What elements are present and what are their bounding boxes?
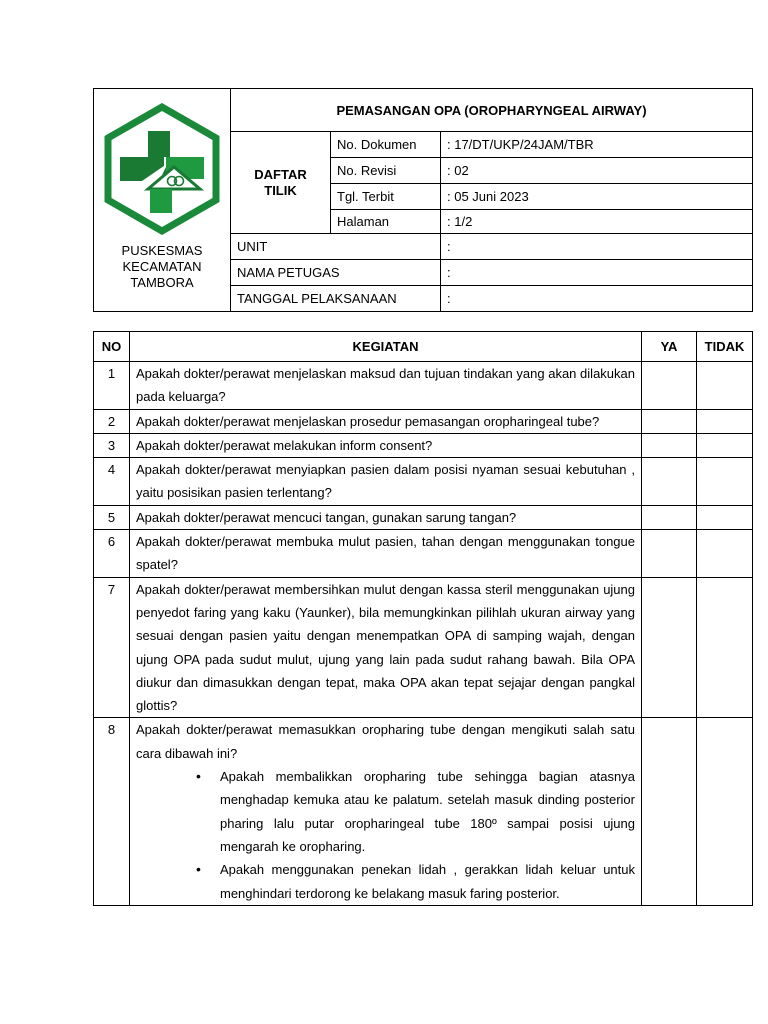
meta-label-tgl-terbit: Tgl. Terbit [331,184,441,210]
row-question: Apakah dokter/perawat menjelaskan maksud dan tujuan tindakan yang akan dilakukan pada keluarga? [130,362,642,410]
checklist-table [93,331,753,906]
sub-question-item: • Apakah menggunakan penekan lidah , gerakkan lidah keluar untuk menghindari terdorong ke belakang masuk faring posterior. [220,858,635,905]
field-value-unit[interactable]: : [441,234,753,260]
field-label-tanggal-pelaksanaan: TANGGAL PELAKSANAAN [231,286,441,312]
table-row [94,362,753,410]
row-number: 3 [94,433,130,457]
table-row [94,505,753,529]
tidak-checkbox-cell[interactable] [697,458,753,506]
ya-checkbox-cell[interactable] [642,409,697,433]
tidak-checkbox-cell[interactable] [697,433,753,457]
field-label-nama-petugas: NAMA PETUGAS [231,260,441,286]
row-question: Apakah dokter/perawat melakukan inform consent? [130,433,642,457]
tidak-checkbox-cell[interactable] [697,577,753,718]
ya-checkbox-cell[interactable] [642,362,697,410]
meta-label-no-dokumen: No. Dokumen [331,132,441,158]
row-number: 7 [94,577,130,718]
sub-question-item: • Apakah membalikkan oropharing tube sehingga bagian atasnya menghadap kemuka atau ke palatum. setelah masuk dinding posterior pharing lalu putar oropharingeal tube 180º sampai posisi ujung mengarah ke oropharing. [220,765,635,858]
field-value-tanggal-pelaksanaan[interactable]: : [441,286,753,312]
field-label-unit: UNIT [231,234,441,260]
row-question: Apakah dokter/perawat menjelaskan prosedur pemasangan oropharingeal tube? [130,409,642,433]
row-question-lead: Apakah dokter/perawat memasukkan oropharing tube dengan mengikuti salah satu cara dibawah ini? [136,722,635,761]
tidak-checkbox-cell[interactable] [697,530,753,578]
daftar-tilik-label: DAFTAR TILIK [231,132,331,234]
tidak-checkbox-cell[interactable] [697,362,753,410]
ya-checkbox-cell[interactable] [642,505,697,529]
ya-checkbox-cell[interactable] [642,458,697,506]
ya-checkbox-cell[interactable] [642,577,697,718]
table-row [94,433,753,457]
field-value-nama-petugas[interactable]: : [441,260,753,286]
column-header-ya: YA [642,332,697,362]
row-question: Apakah dokter/perawat mencuci tangan, gunakan sarung tangan? [130,505,642,529]
column-header-no: NO [94,332,130,362]
tidak-checkbox-cell[interactable] [697,505,753,529]
table-row [94,409,753,433]
meta-value-halaman: : 1/2 [441,210,753,234]
column-header-kegiatan: KEGIATAN [130,332,642,362]
row-number: 6 [94,530,130,578]
table-row [94,577,753,718]
meta-label-halaman: Halaman [331,210,441,234]
meta-value-tgl-terbit: : 05 Juni 2023 [441,184,753,210]
row-number: 5 [94,505,130,529]
organization-name: PUSKESMAS KECAMATAN TAMBORA [121,243,203,290]
meta-value-no-revisi: : 02 [441,158,753,184]
ya-checkbox-cell[interactable] [642,433,697,457]
row-question: Apakah dokter/perawat membersihkan mulut dengan kassa steril menggunakan ujung penyedot faring yang kaku (Yaunker), bila memungkinkan pilihlah ukuran airway yang sesuai dengan pasien yaitu dengan menempatkan OPA di samping wajah, dengan ujung OPA pada sudut mulut, ujung yang lain pada sudut rahang bawah. Bila OPA diukur dan dimasukkan dengan tepat, maka OPA akan tepat sejajar dengan pangkal glottis? [130,577,642,718]
row-question: Apakah dokter/perawat menyiapkan pasien dalam posisi nyaman sesuai kebutuhan , yaitu posisikan pasien terlentang? [130,458,642,506]
table-row [94,718,753,905]
column-header-tidak: TIDAK [697,332,753,362]
checklist-header-row [94,332,753,362]
puskesmas-logo-icon [102,103,222,235]
table-row [94,530,753,578]
ya-checkbox-cell[interactable] [642,718,697,905]
ya-checkbox-cell[interactable] [642,530,697,578]
tidak-checkbox-cell[interactable] [697,718,753,905]
meta-label-no-revisi: No. Revisi [331,158,441,184]
logo-cell [94,89,231,312]
row-number: 8 [94,718,130,905]
table-row [94,458,753,506]
document-header [93,88,753,312]
tidak-checkbox-cell[interactable] [697,409,753,433]
row-number: 4 [94,458,130,506]
row-question: Apakah dokter/perawat membuka mulut pasien, tahan dengan menggunakan tongue spatel? [130,530,642,578]
row-number: 1 [94,362,130,410]
sub-question-list [136,765,635,905]
meta-value-no-dokumen: : 17/DT/UKP/24JAM/TBR [441,132,753,158]
row-question [130,718,642,905]
document-title: PEMASANGAN OPA (OROPHARYNGEAL AIRWAY) [231,89,753,132]
row-number: 2 [94,409,130,433]
